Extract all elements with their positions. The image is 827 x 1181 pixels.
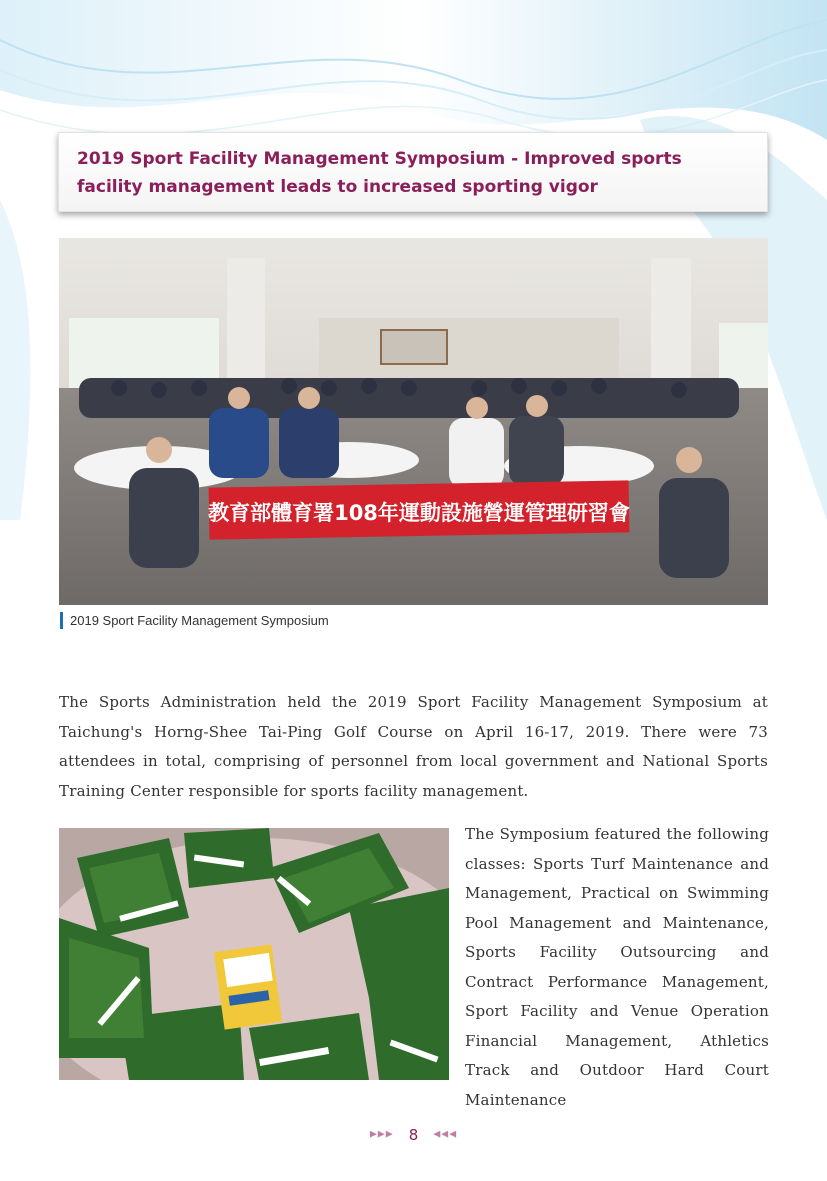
turf-samples-image (59, 828, 449, 1080)
group-photo-image (59, 238, 768, 605)
group-photo (59, 238, 768, 605)
body-paragraph-2: The Symposium featured the following classes: Sports Turf Maintenance and Management, Practical on Swimming Pool Management and Maintenance, Sports Facility Outsourcing and Contract Performance Management, Sport Facility and Venue Operation Financial Management, Athletics Track and Outdoor Hard Court Maintenance (465, 825, 769, 1109)
photo-caption: 2019 Sport Facility Management Symposium (60, 612, 329, 629)
article-title: 2019 Sport Facility Management Symposium - Improved sports facility management leads to increased sporting vigor (77, 149, 682, 197)
page-footer (0, 1124, 827, 1144)
left-arrows-icon: ◀◀◀ (433, 1129, 458, 1140)
right-arrows-icon: ▶▶▶ (369, 1129, 394, 1140)
page-number: 8 (408, 1125, 419, 1144)
body-paragraph-1: The Sports Administration held the 2019 Sport Facility Management Symposium at Taichung's Horng-Shee Tai-Ping Golf Course on April 16-17, 2019. There were 73 attendees in total, comprising of personnel from local government and National Sports Training Center responsible for sports facility management. (59, 693, 768, 800)
banner-text: 教育部體育署108年運動設施營運管理研習會 (208, 501, 630, 525)
turf-samples-photo (59, 828, 449, 1080)
title-box (58, 132, 768, 212)
